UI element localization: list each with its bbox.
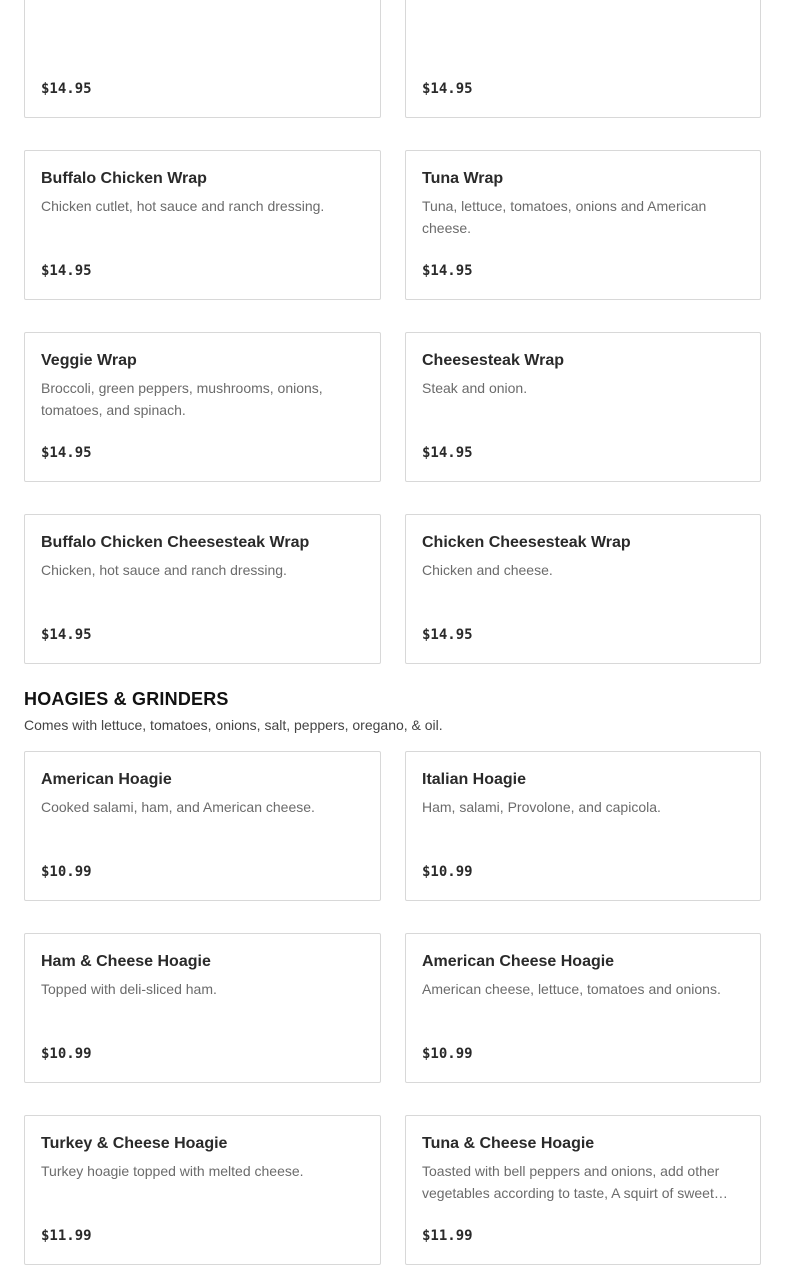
menu-item-name: Tuna Wrap <box>422 170 504 187</box>
menu-item-price: $14.95 <box>41 627 92 643</box>
menu-page <box>24 0 761 1265</box>
menu-item-american-hoagie[interactable] <box>24 751 381 901</box>
menu-item-name: Chicken Cheesesteak Wrap <box>422 534 631 551</box>
menu-item-price: $10.99 <box>41 1046 92 1062</box>
menu-item-price: $14.95 <box>422 81 473 97</box>
menu-item-description: Broccoli, green peppers, mushrooms, onions, tomatoes, and spinach. <box>41 380 323 418</box>
menu-item-price: $10.99 <box>422 1046 473 1062</box>
section-title: HOAGIES & GRINDERS <box>24 689 229 709</box>
menu-item-ham-cheese-hoagie[interactable] <box>24 933 381 1083</box>
menu-item-description: Steak and onion. <box>422 380 528 396</box>
menu-item-price: $10.99 <box>41 864 92 880</box>
menu-item-italian-hoagie[interactable] <box>405 751 761 901</box>
menu-item-name: Buffalo Chicken Wrap <box>41 170 207 187</box>
menu-item-tuna-wrap[interactable] <box>405 150 761 300</box>
menu-item-price: $14.95 <box>41 445 92 461</box>
menu-item-name: Ham & Cheese Hoagie <box>41 953 211 970</box>
menu-item-turkey-cheese-hoagie[interactable] <box>24 1115 381 1265</box>
menu-item-description: American cheese, lettuce, tomatoes and onions. <box>422 981 721 997</box>
menu-item-name: Veggie Wrap <box>41 352 137 369</box>
menu-item-description: Chicken and cheese. <box>422 562 553 578</box>
menu-item-price: $14.95 <box>41 263 92 279</box>
menu-item-price: $14.95 <box>422 263 473 279</box>
menu-item-description: Tuna, lettuce, tomatoes, onions and American cheese. <box>422 198 707 236</box>
menu-item-buffalo-chicken-cheesesteak-wrap[interactable] <box>24 514 381 664</box>
hoagies-section <box>24 688 761 1265</box>
menu-item-description: Topped with deli-sliced ham. <box>41 981 217 997</box>
menu-item-description: Toasted with bell peppers and onions, add other vegetables according to taste, A squirt of sweet… <box>422 1163 728 1201</box>
section-subtitle: Comes with lettuce, tomatoes, onions, salt, peppers, oregano, & oil. <box>24 717 443 733</box>
menu-item-card[interactable] <box>24 0 381 118</box>
menu-item-price: $14.95 <box>422 627 473 643</box>
menu-item-american-cheese-hoagie[interactable] <box>405 933 761 1083</box>
menu-item-description: Chicken cutlet, hot sauce and ranch dressing. <box>41 198 325 214</box>
menu-item-name: Cheesesteak Wrap <box>422 352 564 369</box>
menu-item-cheesesteak-wrap[interactable] <box>405 332 761 482</box>
menu-item-price: $10.99 <box>422 864 473 880</box>
hoagies-grid <box>24 751 761 1265</box>
menu-item-description: Chicken, hot sauce and ranch dressing. <box>41 562 287 578</box>
menu-item-name: Italian Hoagie <box>422 771 527 788</box>
menu-item-price: $14.95 <box>422 445 473 461</box>
menu-item-card[interactable] <box>405 0 761 118</box>
menu-item-tuna-cheese-hoagie[interactable] <box>405 1115 761 1265</box>
menu-item-name: American Cheese Hoagie <box>422 953 615 970</box>
menu-item-description: Turkey hoagie topped with melted cheese. <box>41 1163 304 1179</box>
menu-item-chicken-cheesesteak-wrap[interactable] <box>405 514 761 664</box>
menu-item-buffalo-chicken-wrap[interactable] <box>24 150 381 300</box>
menu-item-name: Turkey & Cheese Hoagie <box>41 1135 228 1152</box>
menu-item-description: Cooked salami, ham, and American cheese. <box>41 799 315 815</box>
menu-item-description: Ham, salami, Provolone, and capicola. <box>422 799 661 815</box>
menu-item-price: $11.99 <box>422 1228 473 1244</box>
menu-item-name: Tuna & Cheese Hoagie <box>422 1135 595 1152</box>
menu-item-price: $14.95 <box>41 81 92 97</box>
menu-item-name: Buffalo Chicken Cheesesteak Wrap <box>41 534 310 551</box>
menu-item-name: American Hoagie <box>41 771 172 788</box>
menu-item-veggie-wrap[interactable] <box>24 332 381 482</box>
wraps-grid <box>24 0 761 664</box>
menu-item-price: $11.99 <box>41 1228 92 1244</box>
